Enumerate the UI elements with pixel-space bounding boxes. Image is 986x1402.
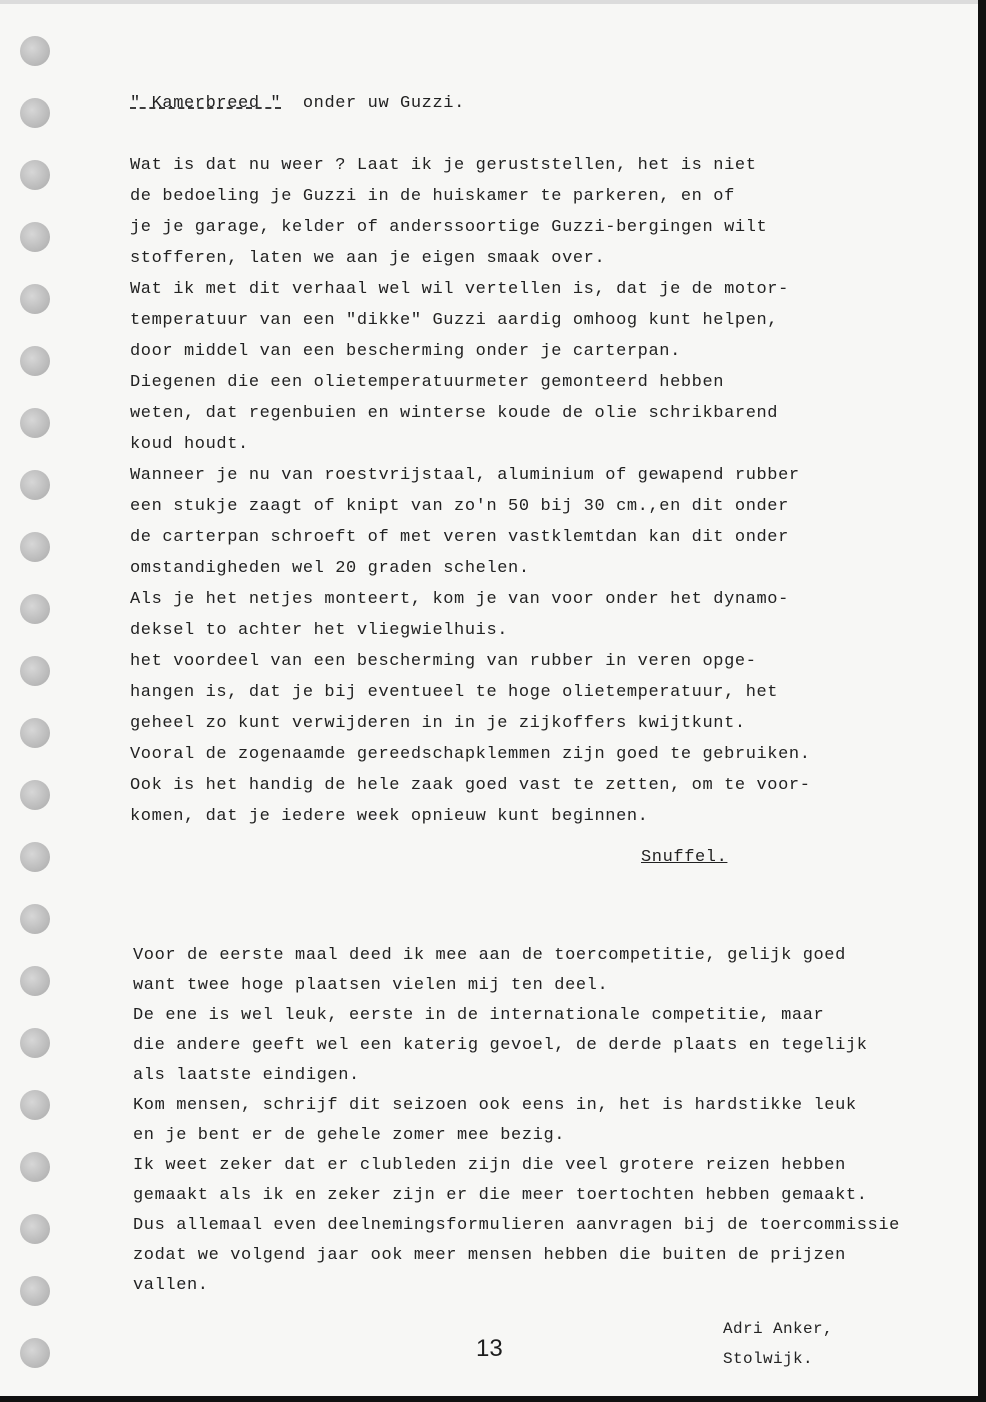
article-line: weten, dat regenbuien en winterse koude de olie schrikbarend [130, 404, 779, 423]
article-line: Wat is dat nu weer ? Laat ik je geruststellen, het is niet [130, 156, 757, 175]
article-line: De ene is wel leuk, eerste in de internationale competitie, maar [133, 1006, 825, 1025]
binder-hole-icon [20, 1028, 50, 1058]
binder-hole-icon [20, 1090, 50, 1120]
page-number: 13 [476, 1335, 503, 1362]
article-line: zodat we volgend jaar ook meer mensen hebben die buiten de prijzen [133, 1246, 846, 1265]
article-line: Ik weet zeker dat er clubleden zijn die veel grotere reizen hebben [133, 1156, 846, 1175]
binder-hole-icon [20, 842, 50, 872]
binder-hole-icon [20, 532, 50, 562]
binder-hole-icon [20, 594, 50, 624]
page-bottom-edge [0, 1396, 986, 1402]
article-line: Ook is het handig de hele zaak goed vast te zetten, om te voor- [130, 776, 811, 795]
author-signature [723, 1314, 923, 1374]
article-line: vallen. [133, 1276, 209, 1295]
article-line: Vooral de zogenaamde gereedschapklemmen zijn goed te gebruiken. [130, 745, 811, 764]
article-line: Wat ik met dit verhaal wel wil vertellen is, dat je de motor- [130, 280, 789, 299]
article-line: hangen is, dat je bij eventueel te hoge olietemperatuur, het [130, 683, 779, 702]
page-top-edge [0, 0, 986, 4]
article-line: Voor de eerste maal deed ik mee aan de toercompetitie, gelijk goed [133, 946, 846, 965]
binder-hole-icon [20, 656, 50, 686]
article-line: een stukje zaagt of knipt van zo'n 50 bij 30 cm.,en dit onder [130, 497, 789, 516]
binder-hole-icon [20, 222, 50, 252]
binder-holes [20, 36, 54, 1376]
article-title [130, 94, 465, 114]
article-line: je je garage, kelder of anderssoortige Guzzi-bergingen wilt [130, 218, 768, 237]
binder-hole-icon [20, 780, 50, 810]
binder-hole-icon [20, 284, 50, 314]
binder-hole-icon [20, 1214, 50, 1244]
binder-hole-icon [20, 36, 50, 66]
binder-hole-icon [20, 408, 50, 438]
article-line: komen, dat je iedere week opnieuw kunt beginnen. [130, 807, 649, 826]
binder-hole-icon [20, 1338, 50, 1368]
article-line: geheel zo kunt verwijderen in in je zijkoffers kwijtkunt. [130, 714, 746, 733]
binder-hole-icon [20, 1152, 50, 1182]
article-title-highlight: " Kamerbreed " [130, 94, 282, 113]
article-line: Wanneer je nu van roestvrijstaal, aluminium of gewapend rubber [130, 466, 800, 485]
binder-hole-icon [20, 718, 50, 748]
article-line: het voordeel van een bescherming van rubber in veren opge- [130, 652, 757, 671]
article-line: de carterpan schroeft of met veren vastklemtdan kan dit onder [130, 528, 789, 547]
article-line: temperatuur van een "dikke" Guzzi aardig omhoog kunt helpen, [130, 311, 779, 330]
binder-hole-icon [20, 904, 50, 934]
article-line: Kom mensen, schrijf dit seizoen ook eens in, het is hardstikke leuk [133, 1096, 857, 1115]
article-line: Dus allemaal even deelnemingsformulieren aanvragen bij de toercommissie [133, 1216, 900, 1235]
article-line: koud houdt. [130, 435, 249, 454]
article-line: door middel van een bescherming onder je carterpan. [130, 342, 681, 361]
article-toercompetitie [133, 946, 953, 1306]
article-line: die andere geeft wel een katerig gevoel, de derde plaats en tegelijk [133, 1036, 868, 1055]
page-right-edge [978, 0, 986, 1402]
article-line: Als je het netjes monteert, kom je van voor onder het dynamo- [130, 590, 789, 609]
binder-hole-icon [20, 160, 50, 190]
article-line: als laatste eindigen. [133, 1066, 360, 1085]
binder-hole-icon [20, 346, 50, 376]
article-line: gemaakt als ik en zeker zijn er die meer toertochten hebben gemaakt. [133, 1186, 868, 1205]
binder-hole-icon [20, 966, 50, 996]
article-kamerbreed [130, 94, 930, 874]
article-line: de bedoeling je Guzzi in de huiskamer te parkeren, en of [130, 187, 735, 206]
binder-hole-icon [20, 98, 50, 128]
article-line: deksel to achter het vliegwielhuis. [130, 621, 509, 640]
binder-hole-icon [20, 470, 50, 500]
author-name: Adri Anker, [723, 1320, 834, 1338]
author-place: Stolwijk. [723, 1350, 814, 1368]
article-signature: Snuffel. [641, 848, 728, 867]
article-line: Diegenen die een olietemperatuurmeter gemonteerd hebben [130, 373, 725, 392]
article-line: omstandigheden wel 20 graden schelen. [130, 559, 530, 578]
article-line: en je bent er de gehele zomer mee bezig. [133, 1126, 566, 1145]
article-line: stofferen, laten we aan je eigen smaak over. [130, 249, 606, 268]
binder-hole-icon [20, 1276, 50, 1306]
article-title-rest: onder uw Guzzi. [302, 94, 465, 113]
article-line: want twee hoge plaatsen vielen mij ten deel. [133, 976, 609, 995]
